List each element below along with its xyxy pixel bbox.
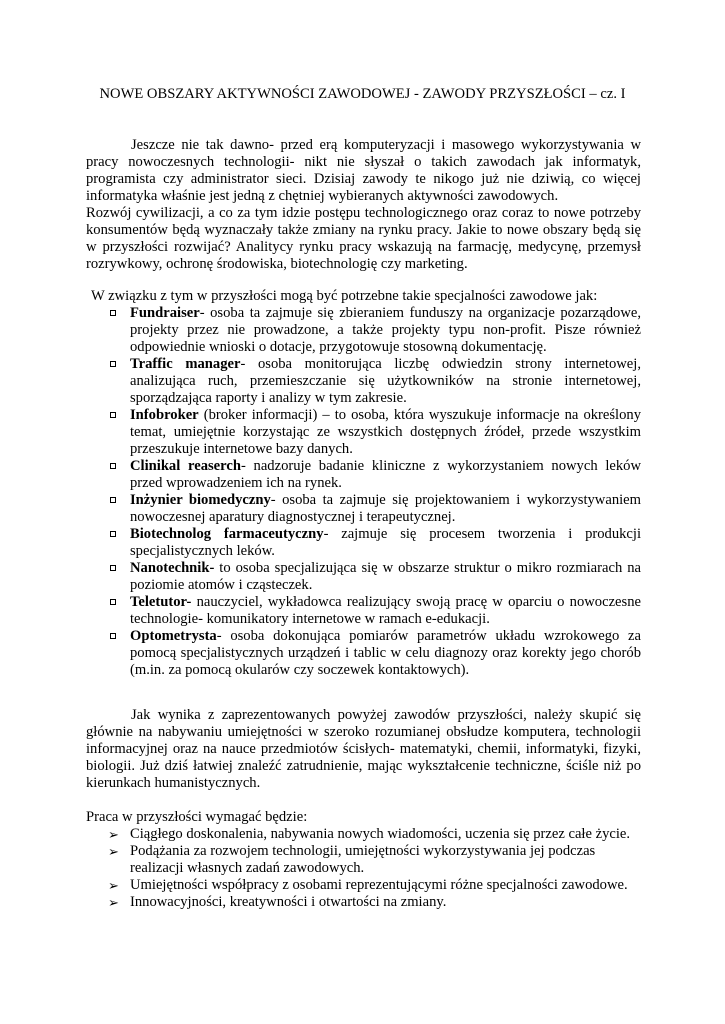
requirement-text: Innowacyjności, kreatywności i otwartości na zmiany.: [130, 894, 447, 910]
professions-lead: W związku z tym w przyszłości mogą być potrzebne takie specjalności zawodowe jak:: [91, 288, 598, 304]
profession-desc: - nadzoruje badanie kliniczne z wykorzystaniem nowych leków przed wprowadzeniem ich na rynek.: [130, 458, 641, 491]
list-item: [110, 560, 641, 594]
profession-desc: - osoba ta zajmuje się zbieraniem funduszy na organizacje pozarządowe, projekty przez nie prowadzone, a także projekty typu non-profit. Pisze również odpowiednie wnioski o dotacje, przygotowuje stosowną dokumentację.: [130, 305, 641, 355]
profession-name: Inżynier biomedyczny: [130, 492, 271, 508]
professions-list: [110, 305, 641, 679]
list-item: [108, 877, 641, 894]
square-bullet-icon: [110, 531, 116, 537]
square-bullet-icon: [110, 310, 116, 316]
square-bullet-icon: [110, 463, 116, 469]
list-item: [110, 305, 641, 356]
profession-desc: to osoba specjalizująca się w obszarze struktur o mikro rozmiarach na poziomie atomów i cząsteczek.: [130, 560, 641, 593]
list-item: [108, 894, 641, 911]
square-bullet-icon: [110, 565, 116, 571]
square-bullet-icon: [110, 412, 116, 418]
list-item: [110, 594, 641, 628]
list-item: [110, 526, 641, 560]
requirement-text: Umiejętności współpracy z osobami reprezentującymi różne specjalności zawodowe.: [130, 877, 628, 893]
arrow-bullet-icon: ➢: [108, 878, 119, 893]
list-item: [110, 458, 641, 492]
intro-section: [86, 137, 641, 273]
profession-desc: nauczyciel, wykładowca realizujący swoją pracę w oparciu o nowoczesne technologie- komunikatory internetowe w ramach e-edukacji.: [130, 594, 641, 627]
arrow-bullet-icon: ➢: [108, 844, 119, 859]
requirements-list: [108, 826, 641, 911]
intro-paragraph-1: Jeszcze nie tak dawno- przed erą komputeryzacji i masowego wykorzystywania w pracy nowoczesnych technologii- nikt nie słyszał o takich zawodach jak informatyk, programista czy administrator sieci. Dzisiaj zawody te nikogo już nie dziwią, co więcej informatyka właśnie jest jedną z chętniej wybieranych aktywności zawodowych.: [86, 137, 641, 204]
square-bullet-icon: [110, 497, 116, 503]
intro-paragraph-2: Rozwój cywilizacji, a co za tym idzie postępu technologicznego oraz coraz to nowe potrzeby konsumentów będą wyznaczały także zmiany na rynku pracy. Jakie to nowe obszary będą się w przyszłości rozwijać? Analitycy rynku pracy wskazują na farmację, medycynę, przemysł rozrywkowy, ochronę środowiska, biotechnologię czy marketing.: [86, 205, 641, 272]
conclusion-paragraph: Jak wynika z zaprezentowanych powyżej zawodów przyszłości, należy skupić się głównie na nabywaniu umiejętności w szeroko rozumianej obsłudze komputera, technologii informacyjnej oraz na nauce przedmiotów ścisłych- matematyki, chemii, informatyki, fizyki, biologii. Już dziś łatwiej znaleźć zatrudnienie, mając wykształcenie techniczne, ściśle niż po kierunkach humanistycznych.: [86, 707, 641, 791]
square-bullet-icon: [110, 599, 116, 605]
profession-name: Optometrysta: [130, 628, 217, 644]
profession-desc: - osoba ta zajmuje się projektowaniem i wykorzystywaniem nowoczesnej aparatury diagnostycznej i terapeutycznej.: [130, 492, 641, 525]
requirement-text: Ciągłego doskonalenia, nabywania nowych wiadomości, uczenia się przez całe życie.: [130, 826, 631, 842]
profession-desc: - zajmuje się procesem tworzenia i produkcji specjalistycznych leków.: [130, 526, 641, 559]
arrow-bullet-icon: ➢: [108, 895, 119, 910]
document-title: NOWE OBSZARY AKTYWNOŚCI ZAWODOWEJ - ZAWODY PRZYSZŁOŚCI – cz. I: [99, 86, 626, 102]
profession-name: Traffic manager: [130, 356, 241, 372]
list-item: [108, 843, 641, 877]
requirement-text: Podążania za rozwojem technologii, umiejętności wykorzystywania jej podczas realizacji własnych zadań zawodowych.: [130, 843, 596, 876]
arrow-bullet-icon: ➢: [108, 827, 119, 842]
square-bullet-icon: [110, 633, 116, 639]
list-item: [110, 492, 641, 526]
profession-desc: - osoba dokonująca pomiarów parametrów układu wzrokowego za pomocą specjalistycznych urządzeń i tablic w celu diagnozy oraz korekty jego chorób (m.in. za pomocą okularów czy soczewek kontaktowych).: [130, 628, 641, 678]
profession-name: Nanotechnik-: [130, 560, 215, 576]
profession-desc: - osoba monitorująca liczbę odwiedzin strony internetowej, analizująca ruch, przemieszczanie się użytkowników na stronie internetowej, sporządzająca raporty i analizy w tym zakresie.: [130, 356, 641, 406]
profession-name: Infobroker: [130, 407, 199, 423]
list-item: [110, 628, 641, 679]
profession-name: Teletutor-: [130, 594, 192, 610]
list-item: [108, 826, 641, 843]
list-item: [110, 356, 641, 407]
profession-desc: (broker informacji) – to osoba, która wyszukuje informacje na określony temat, umiejętnie korzystając ze wszystkich dostępnych źródeł, przede wszystkim przeszukuje internetowe bazy danych.: [130, 407, 641, 457]
square-bullet-icon: [110, 361, 116, 367]
requirements-lead: Praca w przyszłości wymagać będzie:: [86, 809, 308, 825]
profession-name: Biotechnolog farmaceutyczny: [130, 526, 324, 542]
profession-name: Fundraiser: [130, 305, 200, 321]
profession-name: Clinikal reaserch: [130, 458, 241, 474]
list-item: [110, 407, 641, 458]
